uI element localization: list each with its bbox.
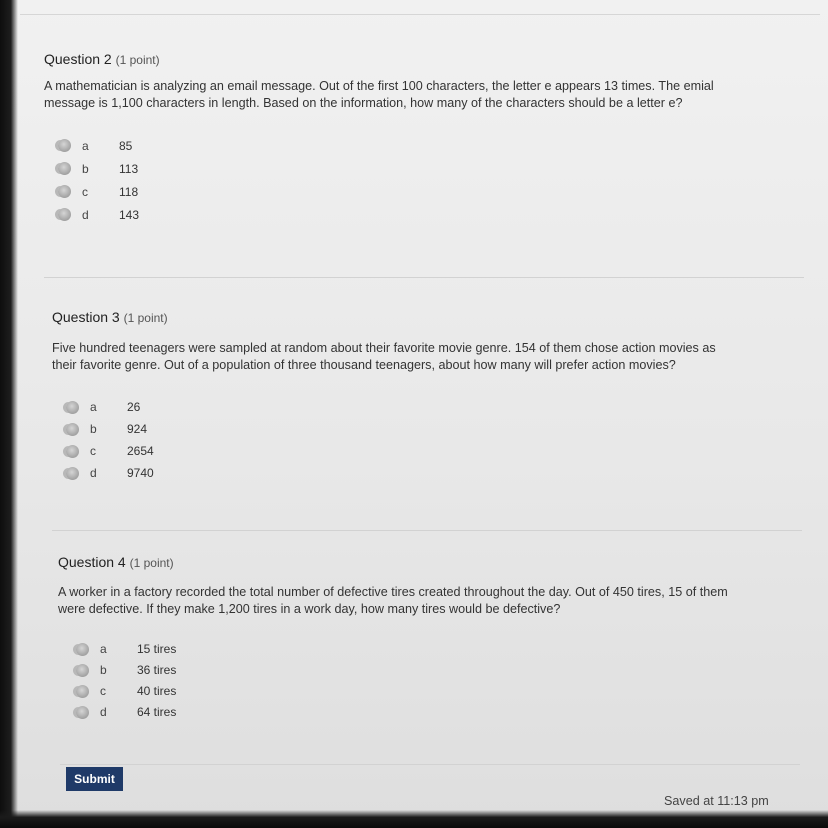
- option-value: 9740: [127, 466, 154, 480]
- option-letter: b: [90, 422, 97, 436]
- answer-options: [70, 396, 812, 484]
- question-3: [52, 309, 812, 484]
- radio-button[interactable]: [58, 208, 71, 221]
- screen-bezel-left: [0, 0, 18, 828]
- radio-button[interactable]: [66, 423, 79, 436]
- question-points: (1 point): [123, 311, 168, 325]
- saved-status: Saved at 11:13 pm: [664, 794, 769, 808]
- option-letter: d: [100, 704, 107, 719]
- section-divider: [44, 277, 804, 278]
- question-text-line: were defective. If they make 1,200 tires in a work day, how many tires would be defective?: [58, 602, 561, 616]
- question-text-line: message is 1,100 characters in length. Based on the information, how many of the characters should be a letter e?: [44, 96, 683, 110]
- screen-bezel-bottom: [0, 810, 828, 828]
- radio-button[interactable]: [66, 445, 79, 458]
- option-d[interactable]: [62, 203, 814, 226]
- question-text: [44, 78, 814, 112]
- option-d[interactable]: [70, 462, 812, 484]
- question-text-line: their favorite genre. Out of a population of three thousand teenagers, about how many will prefer action movies?: [52, 358, 676, 372]
- option-value: 64 tires: [137, 704, 177, 719]
- radio-button[interactable]: [76, 706, 89, 719]
- question-text: [52, 340, 812, 374]
- question-heading: [52, 309, 812, 325]
- radio-button[interactable]: [76, 685, 89, 698]
- option-value: 2654: [127, 444, 154, 458]
- radio-button[interactable]: [58, 185, 71, 198]
- option-value: 924: [127, 422, 148, 436]
- option-value: 40 tires: [137, 683, 177, 698]
- option-letter: b: [82, 161, 89, 176]
- question-title: Question 2: [44, 51, 112, 67]
- option-d[interactable]: [80, 701, 808, 722]
- radio-button[interactable]: [76, 664, 89, 677]
- option-a[interactable]: [80, 638, 808, 659]
- section-divider: [52, 530, 802, 531]
- question-text-line: Five hundred teenagers were sampled at random about their favorite movie genre. 154 of them chose action movies as: [52, 341, 716, 355]
- option-b[interactable]: [80, 659, 808, 680]
- option-value: 143: [119, 207, 140, 222]
- answer-options: [80, 638, 808, 722]
- option-b[interactable]: [62, 157, 814, 180]
- option-value: 118: [119, 184, 139, 199]
- question-title: Question 4: [58, 554, 126, 570]
- option-letter: a: [90, 400, 97, 414]
- option-c[interactable]: [62, 180, 814, 203]
- option-value: 85: [119, 138, 133, 153]
- option-c[interactable]: [70, 440, 812, 462]
- question-text-line: A worker in a factory recorded the total number of defective tires created throughout the day. Out of 450 tires, 15 of them: [58, 585, 728, 599]
- option-value: 113: [119, 161, 139, 176]
- option-letter: d: [82, 207, 89, 222]
- question-4: [58, 554, 808, 722]
- radio-button[interactable]: [76, 643, 89, 656]
- option-b[interactable]: [70, 418, 812, 440]
- question-2: [44, 51, 814, 226]
- question-text-line: A mathematician is analyzing an email message. Out of the first 100 characters, the letter e appears 13 times. The emial: [44, 79, 714, 93]
- option-letter: c: [100, 683, 106, 698]
- option-letter: a: [82, 138, 89, 153]
- answer-options: [62, 134, 814, 226]
- option-letter: c: [82, 184, 88, 199]
- question-points: (1 point): [115, 53, 160, 67]
- radio-button[interactable]: [66, 467, 79, 480]
- option-value: 15 tires: [137, 641, 177, 656]
- option-a[interactable]: [62, 134, 814, 157]
- option-c[interactable]: [80, 680, 808, 701]
- option-letter: b: [100, 662, 107, 677]
- option-value: 36 tires: [137, 662, 177, 677]
- option-value: 26: [127, 400, 141, 414]
- question-text: [58, 584, 808, 618]
- option-letter: a: [100, 641, 107, 656]
- question-heading: [44, 51, 814, 67]
- radio-button[interactable]: [58, 162, 71, 175]
- question-points: (1 point): [129, 556, 174, 570]
- option-letter: d: [90, 466, 97, 480]
- section-divider: [60, 764, 800, 765]
- radio-button[interactable]: [58, 139, 71, 152]
- question-heading: [58, 554, 808, 570]
- option-letter: c: [90, 444, 96, 458]
- top-divider: [20, 14, 820, 15]
- submit-button[interactable]: Submit: [66, 767, 123, 791]
- option-a[interactable]: [70, 396, 812, 418]
- question-title: Question 3: [52, 309, 120, 325]
- radio-button[interactable]: [66, 401, 79, 414]
